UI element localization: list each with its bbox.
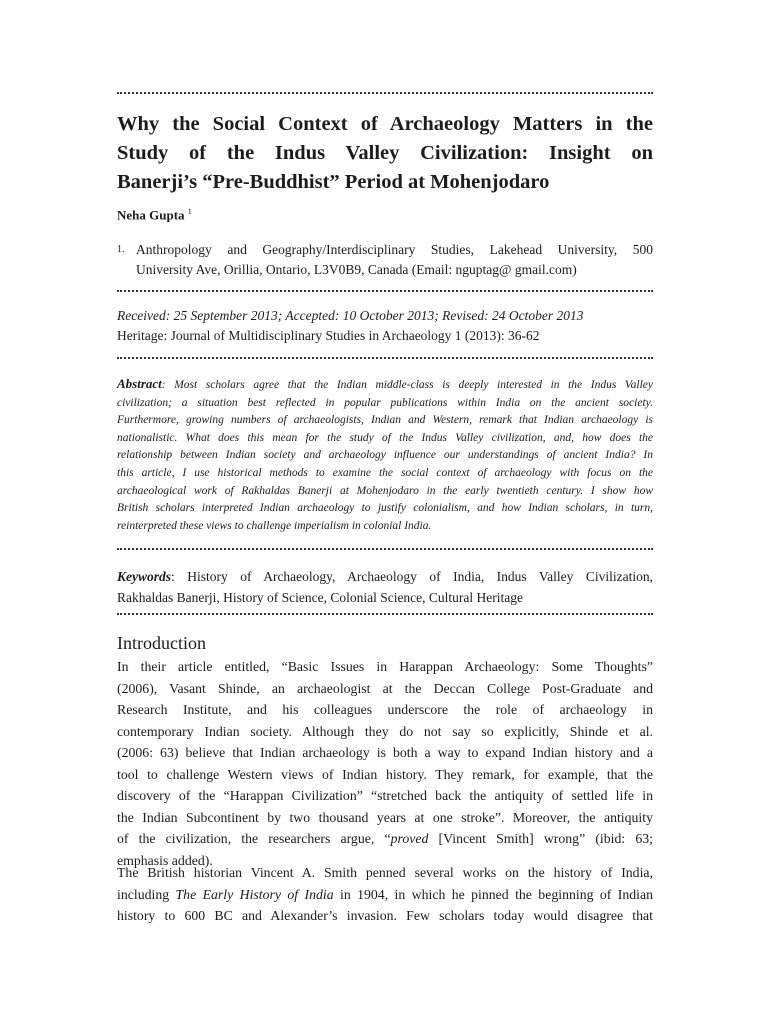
p2-book-title: The Early History of India [175,886,334,902]
author-name: Neha Gupta [117,207,185,223]
dotted-rule-top [117,92,653,94]
p1-line-4: contemporary Indian society. Although they do not say so explicitly, Shinde et al. [117,723,653,739]
abstract-line-1 [117,375,653,395]
paragraph-2 [117,862,653,927]
keywords-line-1 [117,566,653,587]
keywords-line-2: Rakhaldas Banerji, History of Science, Colonial Science, Cultural Heritage [117,590,524,605]
p1-line-5: (2006: 63) believe that Indian archaeology is both a way to expand Indian history and a [117,745,653,760]
title-line-2: Study of the Indus Valley Civilization: Insight on [117,142,653,164]
p1-line-9 [117,828,653,850]
author-affiliation-marker: 1 [187,207,192,216]
p1-line-1: In their article entitled, “Basic Issues in Harappan Archaeology: Some Thoughts” [117,659,653,674]
abstract-line-8: British scholars interpreted Indian archaeology to justify colonialism, and how Indian scholars, in turn, [117,502,653,515]
affiliation-text [136,240,653,280]
p1-line-8: the Indian Subcontinent by two thousand years at one stroke”. Moreover, the antiquity [117,809,653,825]
affiliation-line-2: University Ave, Orillia, Ontario, L3V0B9, Canada (Email: nguptag@ gmail.com) [136,262,577,277]
p1-line-2: (2006), Vasant Shinde, an archaeologist at the Deccan College Post-Graduate and [117,680,653,696]
publication-info [117,306,653,346]
p2-line-2-post: in 1904, in which he pinned the beginning of Indian [333,886,653,902]
received-dates: Received: 25 September 2013; Accepted: 10 October 2013; Revised: 24 October 2013 [117,308,584,323]
p1-line-3: Research Institute, and his colleagues underscore the role of archaeology in [117,702,653,717]
affiliation-number: 1. [117,244,125,255]
p2-line-1: The British historian Vincent A. Smith penned several works on the history of India, [117,865,653,880]
p2-line-2 [117,884,653,906]
keywords-label: Keywords [117,569,171,584]
keywords [117,566,653,608]
abstract-label: Abstract [117,376,162,391]
dotted-rule-2 [117,290,653,292]
abstract-line-9: reinterpreted these views to challenge imperialism in colonial India. [117,519,432,532]
p1-line-9-pre: of the civilization, the researchers argue, “ [117,831,391,846]
abstract [117,375,653,535]
dotted-rule-5 [117,613,653,615]
section-heading-introduction: Introduction [117,633,206,653]
affiliation [117,240,653,280]
abstract-line-4: nationalistic. What does this mean for the study of the Indus Valley civilization, and, how does the [117,431,653,444]
abstract-line-6: this article, I use historical methods to examine the social context of archaeology with focus on the [117,466,653,479]
dotted-rule-4 [117,548,653,550]
title-line-1: Why the Social Context of Archaeology Matters in the [117,113,653,135]
journal-citation: Heritage: Journal of Multidisciplinary Studies in Archaeology 1 (2013): 36-62 [117,328,540,343]
author [117,207,192,223]
p1-line-9-emphasis: proved [390,831,429,846]
abstract-line-7: archaeological work of Rakhaldas Banerji at Mohenjodaro in the early twentieth century. I show how [117,484,653,497]
abstract-line-3: Furthermore, growing numbers of archaeologists, Indian and Western, remark that Indian archaeology is [117,414,653,427]
p1-line-10: emphasis added). [117,852,213,868]
abstract-first-text: : Most scholars agree that the Indian middle-class is deeply interested in the Indus Valley [161,379,653,391]
keywords-first-text: : History of Archaeology, Archaeology of India, Indus Valley Civilization, [171,569,653,584]
paragraph-1 [117,656,653,871]
affiliation-line-1: Anthropology and Geography/Interdisciplinary Studies, Lakehead University, 500 [136,242,653,257]
p2-line-3: history to 600 BC and Alexander’s invasion. Few scholars today would disagree that [117,908,653,923]
paper-title [117,110,653,197]
p2-line-2-pre: including [117,886,176,902]
abstract-line-2: civilization; a situation best reflected in popular publications within India on the ancient society. [117,396,653,409]
abstract-line-5: relationship between Indian society and archaeology influence our understandings of ancient India? In [117,449,653,462]
dotted-rule-3 [117,357,653,359]
p1-line-6: tool to challenge Western views of Indian history. They remark, for example, that the [117,766,653,782]
title-line-3: Banerji’s “Pre-Buddhist” Period at Mohenjodaro [117,171,550,193]
p1-line-7: discovery of the “Harappan Civilization” “stretched back the antiquity of settled life in [117,788,653,803]
p1-line-9-post: [Vincent Smith] wrong” (ibid: 63; [428,831,653,846]
